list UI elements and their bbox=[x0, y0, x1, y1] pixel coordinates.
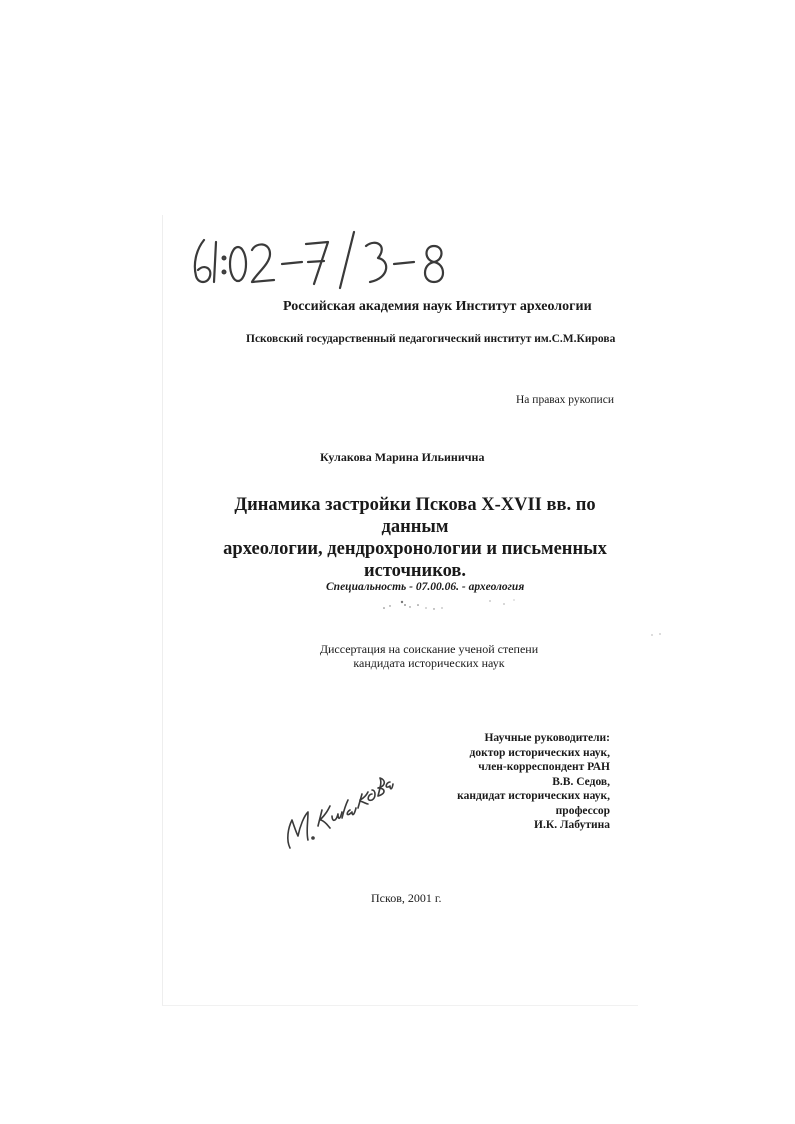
scan-speckle bbox=[648, 630, 668, 640]
scan-speckle bbox=[380, 596, 520, 616]
title-line: археологии, дендрохронологии и письменных bbox=[223, 539, 607, 559]
manuscript-rights-note: На правах рукописи bbox=[516, 394, 614, 406]
supervisors-block bbox=[420, 731, 610, 833]
dissertation-title bbox=[200, 494, 630, 582]
title-line: источников. bbox=[363, 561, 467, 581]
supervisors-line: Научные руководители: bbox=[484, 732, 610, 744]
specialty-line: Специальность - 07.00.06. - археология bbox=[326, 581, 525, 593]
author-name: Кулакова Марина Ильинична bbox=[320, 450, 485, 464]
supervisors-line: В.В. Седов, bbox=[552, 775, 610, 788]
supervisors-line: профессор bbox=[555, 804, 610, 817]
handwritten-archive-code bbox=[190, 228, 460, 290]
degree-line: Диссертация на соискание ученой степени bbox=[319, 642, 539, 656]
degree-statement bbox=[300, 642, 558, 670]
supervisors-line: доктор исторических наук, bbox=[469, 746, 610, 759]
supervisors-line: член-корреспондент РАН bbox=[478, 761, 610, 773]
degree-line: кандидата исторических наук bbox=[353, 656, 505, 670]
title-line: Динамика застройки Пскова X-XVII вв. по данным bbox=[234, 495, 596, 537]
supervisors-line: И.К. Лабутина bbox=[534, 819, 610, 831]
author-signature bbox=[282, 770, 394, 856]
institution-line-1: Российская академия наук Институт археологии bbox=[283, 299, 592, 314]
place-and-date: Псков, 2001 г. bbox=[371, 891, 442, 905]
supervisors-line: кандидат исторических наук, bbox=[457, 790, 610, 802]
institution-line-2: Псковский государственный педагогический институт им.С.М.Кирова bbox=[246, 333, 616, 345]
